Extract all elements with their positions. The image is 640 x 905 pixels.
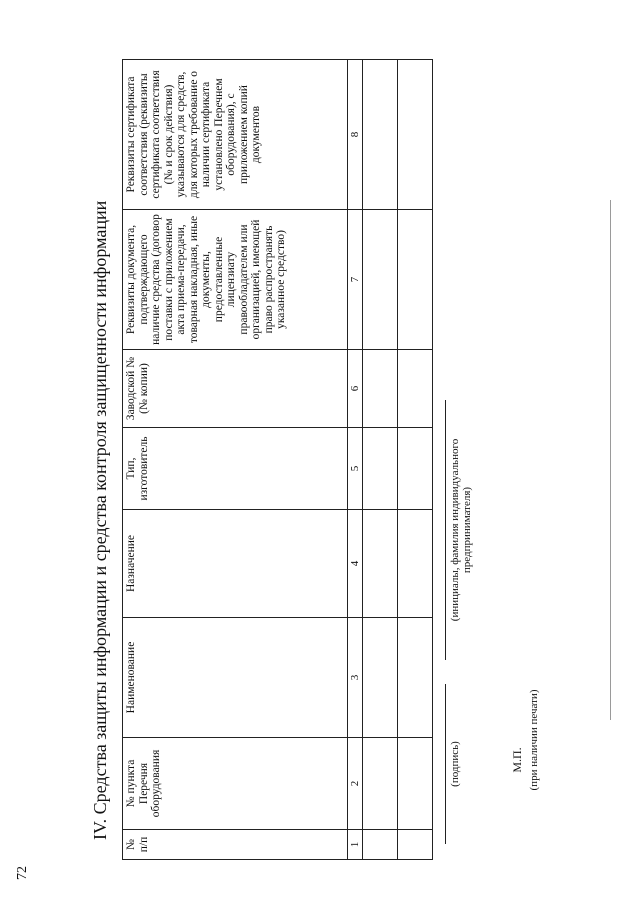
- equipment-table: [122, 59, 433, 860]
- table-cell: [363, 428, 398, 510]
- table-row-empty: [398, 60, 433, 860]
- table-cell: [398, 618, 433, 738]
- header-cell: Назначение: [123, 510, 348, 618]
- table-cell: [363, 210, 398, 350]
- header-cell: № пункта Перечня оборудования: [123, 738, 348, 830]
- column-number: 6: [348, 350, 363, 428]
- column-number: 7: [348, 210, 363, 350]
- column-number: 2: [348, 738, 363, 830]
- column-number: 3: [348, 618, 363, 738]
- header-cell: Заводской № (№ копии): [123, 350, 348, 428]
- table-header-row: [123, 60, 348, 860]
- stamp-label: М.П.: [510, 747, 524, 773]
- header-cell: Тип, изготовитель: [123, 428, 348, 510]
- table-cell: [398, 60, 433, 210]
- header-cell: Наименование: [123, 618, 348, 738]
- signature-label: (подпись): [445, 684, 461, 844]
- table-cell: [398, 830, 433, 860]
- header-cell: Реквизиты сертификата соответствия (реквизиты сертификата соответствия (№ и срок действия) указываются для средств, для которых требование о наличии сертификата установлено Перечнем оборудования), с приложением копий документов: [123, 60, 348, 210]
- table-cell: [398, 350, 433, 428]
- table-cell: [398, 510, 433, 618]
- column-number: 8: [348, 60, 363, 210]
- column-number: 1: [348, 830, 363, 860]
- rotated-content: [90, 60, 610, 860]
- table-cell: [363, 350, 398, 428]
- column-number: 5: [348, 428, 363, 510]
- table-cell: [398, 428, 433, 510]
- table-cell: [363, 738, 398, 830]
- scan-edge-line: [610, 200, 611, 720]
- column-number: 4: [348, 510, 363, 618]
- header-cell: Реквизиты документа, подтверждающего наличие средства (договор поставки с приложением акта приема-передачи, товарная накладная, иные документы, предоставленные лицензиату правообладателем или организацией, имеющей право распространять указанное средство): [123, 210, 348, 350]
- header-cell: № п/п: [123, 830, 348, 860]
- table-cell: [363, 60, 398, 210]
- table-cell: [363, 830, 398, 860]
- table-cell: [398, 210, 433, 350]
- section-title: IV. Средства защиты информации и средства контроля защищенности информации: [90, 200, 110, 840]
- stamp-note: (при наличии печати): [528, 689, 540, 791]
- table-cell: [398, 738, 433, 830]
- column-number-row: [348, 60, 363, 860]
- table-row-empty: [363, 60, 398, 860]
- table-cell: [363, 510, 398, 618]
- table-cell: [363, 618, 398, 738]
- page-number: 72: [15, 866, 30, 880]
- signer-name-label: (инициалы, фамилия индивидуального предпринимателя): [445, 400, 473, 660]
